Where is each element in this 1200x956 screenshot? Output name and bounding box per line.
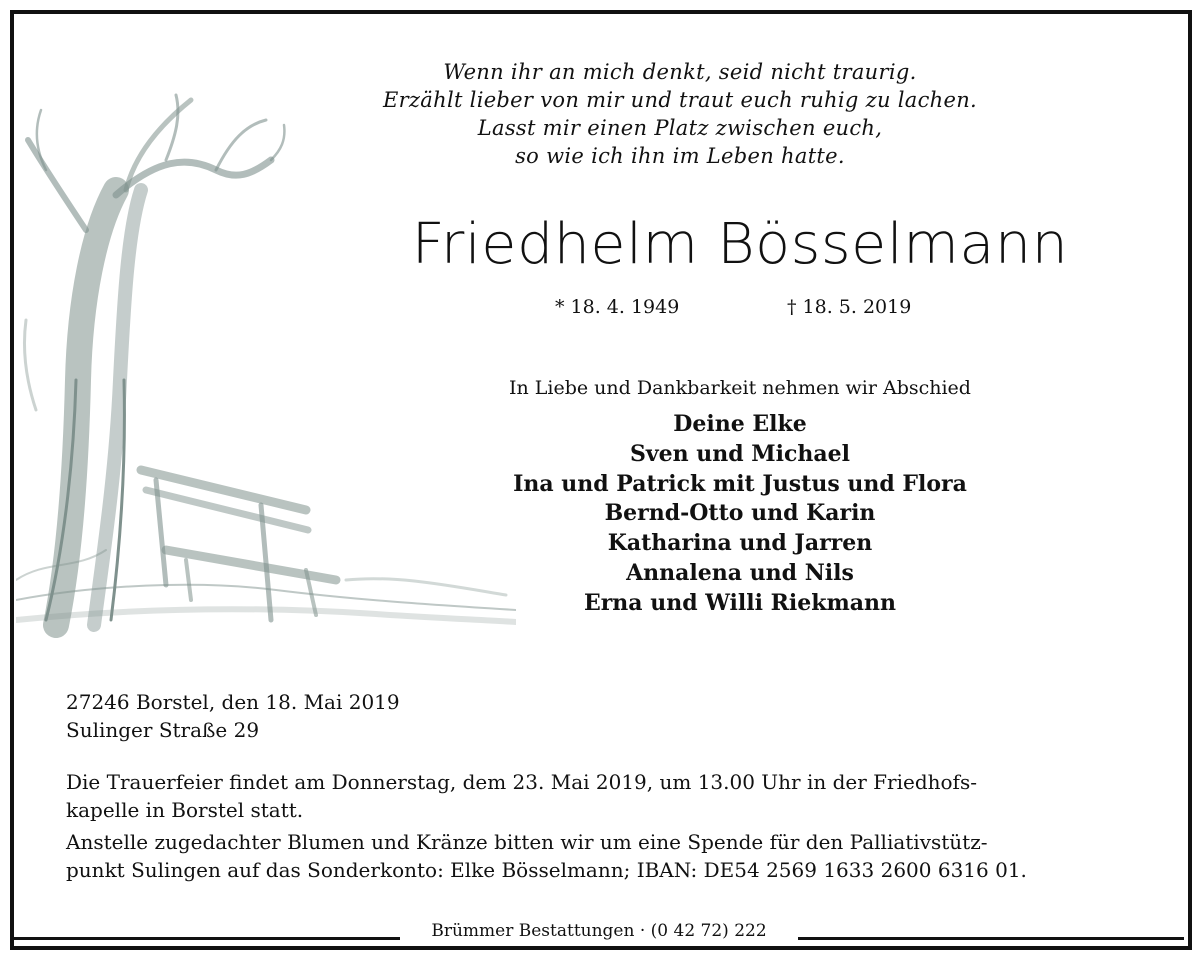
donation-notice-line: Anstelle zugedachter Blumen und Kränze bitten wir um eine Spende für den Palliativstütz- [66,830,988,854]
address-block [66,688,400,744]
address-line: 27246 Borstel, den 18. Mai 2019 [66,690,400,714]
poem-line: Lasst mir einen Platz zwischen euch, [477,116,883,140]
poem-line: Erzählt lieber von mir und traut euch ruhig zu lachen. [382,88,978,112]
address-line: Sulinger Straße 29 [66,718,260,742]
poem-line: so wie ich ihn im Leben hatte. [515,144,845,168]
funeral-notice [66,768,1133,824]
mourner: Sven und Michael [629,440,851,467]
mourner: Katharina und Jarren [607,530,873,557]
funeral-notice-line: kapelle in Borstel statt. [66,798,304,822]
footer-rule-left [14,937,401,940]
mourner: Annalena und Nils [626,559,854,586]
poem [330,58,1030,170]
poem-line: Wenn ihr an mich denkt, seid nicht traurig. [443,60,917,84]
mourner: Erna und Willi Riekmann [583,589,897,616]
undertaker-footer: Brümmer Bestattungen · (0 42 72) 222 [400,921,798,941]
mourners-list [380,410,1100,619]
mourner: Ina und Patrick mit Justus und Flora [513,470,967,497]
deceased-name: Friedhelm Bösselmann [411,212,1069,277]
donation-notice-line: punkt Sulingen auf das Sonderkonto: Elke Bösselmann; IBAN: DE54 2569 1633 2600 6316 01. [66,858,1027,882]
farewell-line: In Liebe und Dankbarkeit nehmen wir Abschied [509,377,971,399]
mourner: Deine Elke [673,411,807,437]
donation-notice [66,828,1133,884]
funeral-notice-line: Die Trauerfeier findet am Donnerstag, dem 23. Mai 2019, um 13.00 Uhr in der Friedhofs- [66,770,977,794]
birth-date: * 18. 4. 1949 [555,296,680,318]
footer-rule-right [797,937,1184,940]
mourner: Bernd-Otto und Karin [604,500,876,527]
death-date: † 18. 5. 2019 [787,296,912,318]
